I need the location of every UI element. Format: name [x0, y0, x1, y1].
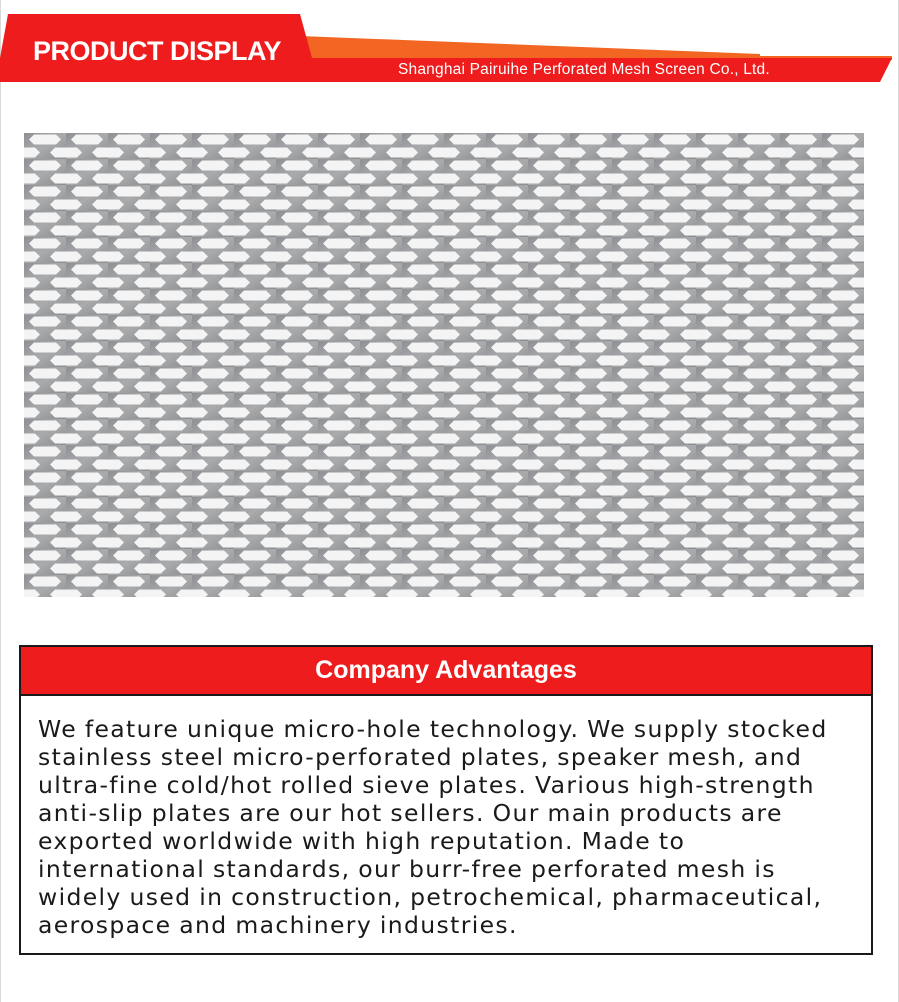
banner-title: PRODUCT DISPLAY — [33, 36, 282, 66]
company-advantages-text: We feature unique micro-hole technology. We supply stocked stainless steel micro-perforated plates, speaker mesh, and ultra-fine cold/hot rolled sieve plates. Various high-strength anti-slip plates are our hot sellers. Our main products are exported worldwide with high reputation. Made to international standards, our burr-free perforated mesh is widely used in construction, petrochemical, pharmaceutical, aerospace and machinery industries. — [38, 715, 828, 939]
expanded-metal-mesh-image — [24, 133, 864, 597]
mesh-pattern — [24, 133, 864, 597]
company-advantages-box — [19, 645, 873, 955]
product-display-banner — [0, 0, 899, 100]
company-advantages-title: Company Advantages — [21, 647, 871, 696]
banner-company-name: Shanghai Pairuihe Perforated Mesh Screen Co., Ltd. — [398, 61, 770, 78]
